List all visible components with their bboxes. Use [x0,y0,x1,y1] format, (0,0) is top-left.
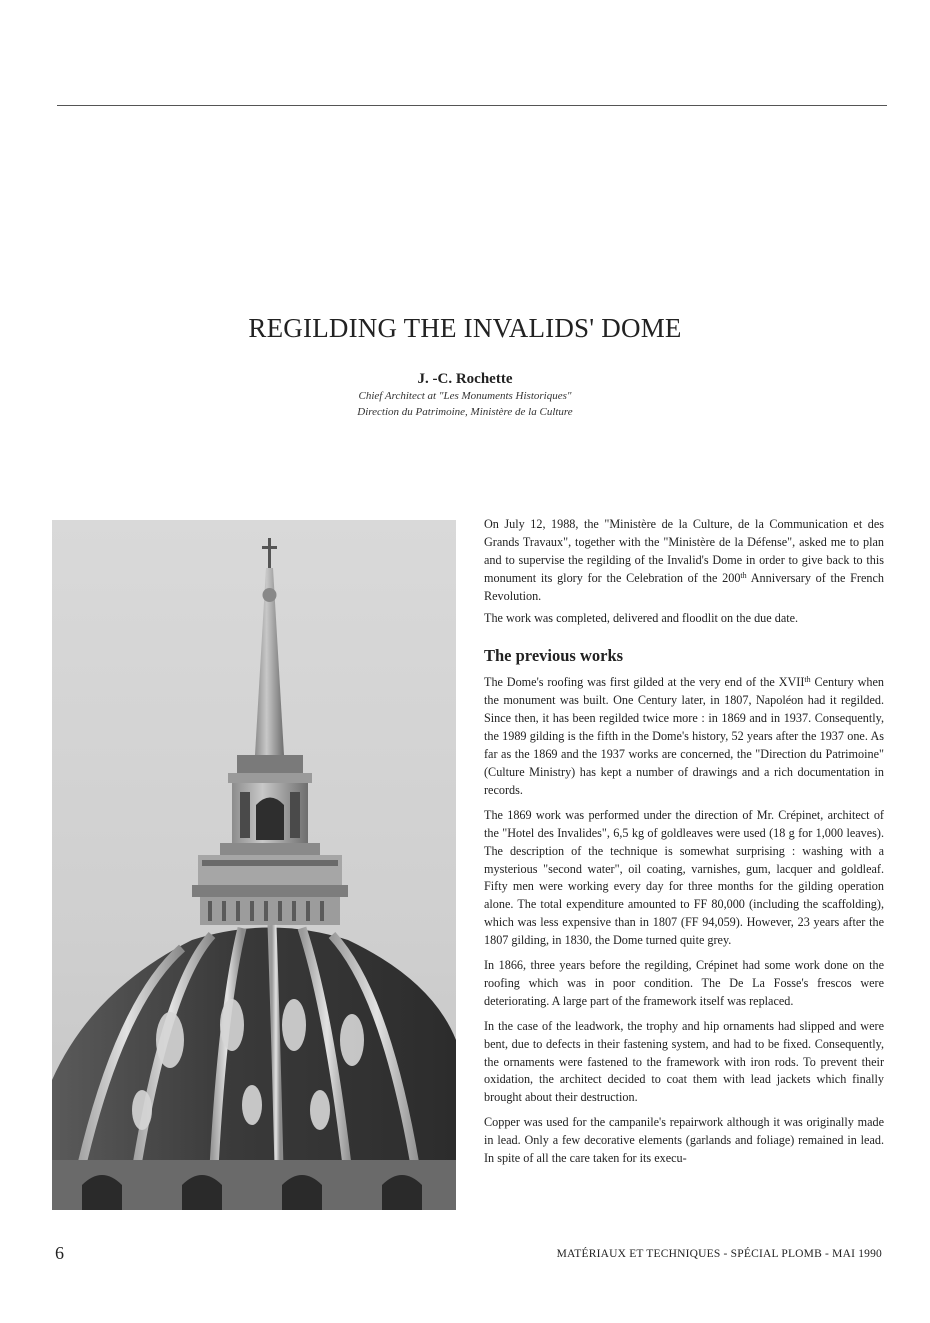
journal-footer: MATÉRIAUX ET TECHNIQUES - SPÉCIAL PLOMB - MAI 1990 [556,1248,882,1260]
section-paragraph-4: In the case of the leadwork, the trophy and hip ornaments had slipped and were bent, due to defects in their fastening system, and had to be fixed. Consequently, the ornaments were fastened to the framework with iron rods. To prevent their oxidation, the architect decided to coat them with lead jackets which finally brought about their destruction. [484,1018,884,1105]
intro-paragraph-1: On July 12, 1988, the "Ministère de la Culture, de la Communication et des Grands Travaux", together with the "Ministère de la Défense", asked me to plan and to supervise the regilding of the Invalid's Dome in order to give back to this monument its glory for the Celebration of the 200th Anniversary of the French Revolution. [484,517,884,603]
article-body [484,516,884,1175]
section-paragraph-5: Copper was used for the campanile's repairwork although it was originally made in lead. Only a few decorative elements (garlands and foliage) remained in lead. In spite of all the care taken for its execu- [484,1115,884,1166]
author-name: J. -C. Rochette [417,371,513,387]
article-title: REGILDING THE INVALIDS' DOME [248,313,682,343]
author-affiliation-2: Direction du Patrimoine, Ministère de la Culture [357,406,573,418]
author-affiliation-1: Chief Architect at "Les Monuments Historiques" [358,390,572,402]
dome-photograph [52,520,456,1210]
page-number: 6 [55,1243,64,1263]
section-paragraph-2: The 1869 work was performed under the direction of Mr. Crépinet, architect of the "Hotel des Invalides", 6,5 kg of goldleaves were used (18 g for 1,000 leaves). The description of the technique is somewhat surprising : washing with a mysterious "second water", oil coating, varnishes, gum, lacquer and goldleaf. Fifty men were working every day for three months for the gilding operation alone. The total expenditure amounted to FF 80,000 (including the scaffolding), which was less expensive than in 1807 (FF 94,059). However, 23 years after the 1807 gilding, in 1830, the Dome turned quite grey. [484,807,884,948]
section-paragraph-3: In 1866, three years before the regilding, Crépinet had some work done on the roofing which was in poor condition. The De La Fosse's frescos were deteriorating. A large part of the framework itself was replaced. [484,958,884,1008]
intro-paragraph-2: The work was completed, delivered and floodlit on the due date. [484,610,799,625]
section-heading: The previous works [484,646,624,666]
header-rule [57,105,887,106]
section-paragraph-1: The Dome's roofing was first gilded at the very end of the XVIIth Century when the monument was built. One Century later, in 1807, Napoléon had it regilded. Since then, it has been regilded twice more : in 1869 and in 1937. Consequently, the 1989 gilding is the fifth in the Dome's history, 52 years after the 1937 one. As far as the 1869 and the 1937 works are concerned, the "Direction du Patrimoine" (Culture Ministry) has kept a number of drawings and a rich documentation in records. [484,675,885,797]
